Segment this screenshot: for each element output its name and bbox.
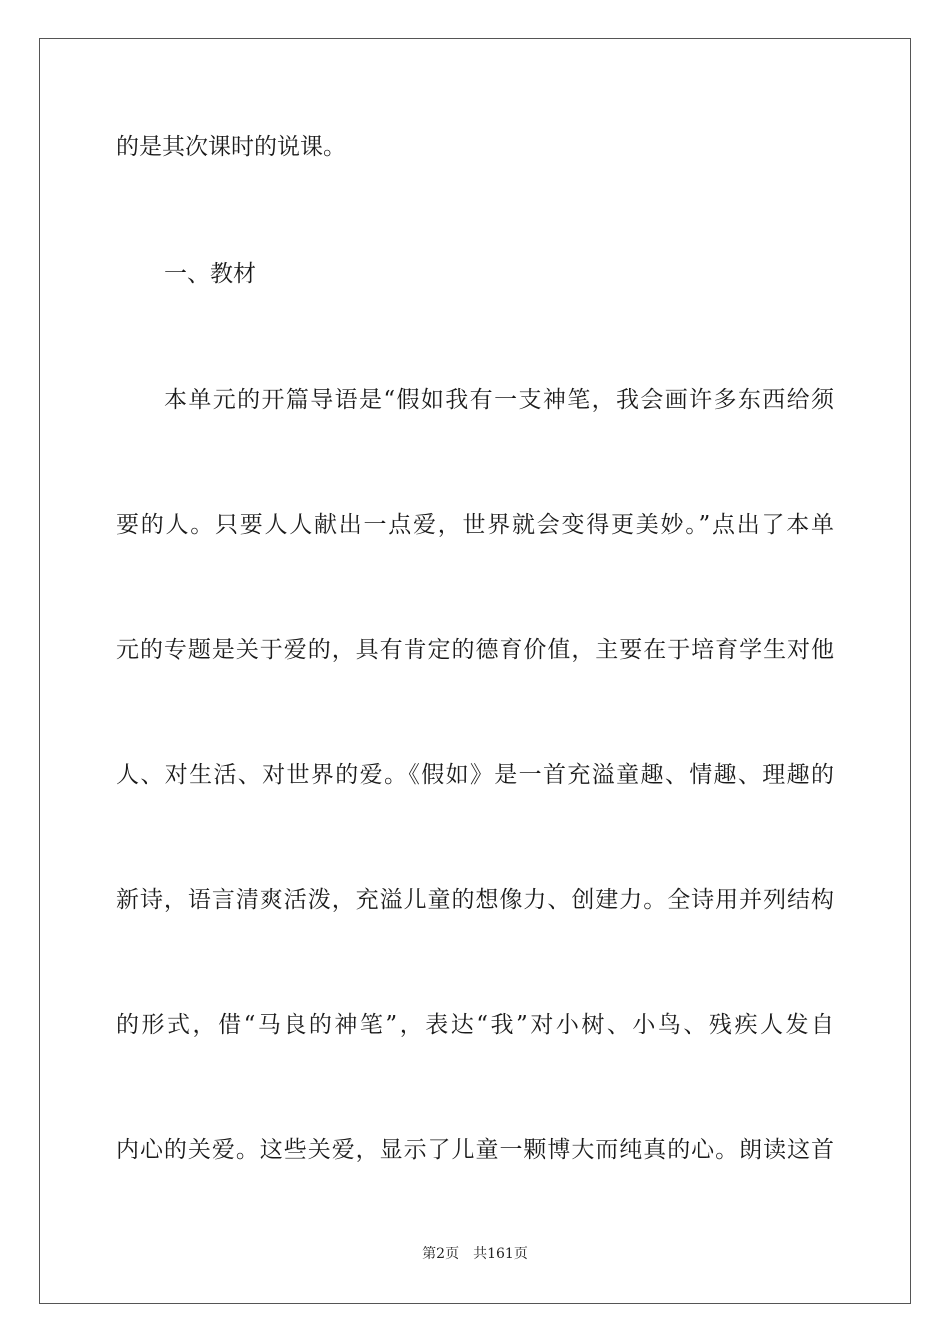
text-line-4: 要的人。只要人人献出一点爱，世界就会变得更美妙。”点出了本单: [116, 512, 834, 538]
text-line-3: 本单元的开篇导语是“假如我有一支神笔，我会画许多东西给须: [164, 387, 834, 413]
text-line-9: 内心的关爱。这些关爱，显示了儿童一颗博大而纯真的心。朗读这首: [116, 1137, 834, 1163]
page-number: 第2页: [422, 1246, 460, 1262]
page-total: 共161页: [473, 1246, 528, 1262]
text-line-1: 的是其次课时的说课。: [116, 134, 346, 160]
text-line-8: 的形式，借“马良的神笔”，表达“我”对小树、小鸟、残疾人发自: [116, 1012, 834, 1038]
page-border: [39, 38, 911, 1304]
text-line-6: 人、对生活、对世界的爱。《假如》是一首充溢童趣、情趣、理趣的: [116, 762, 834, 788]
page-footer: [0, 1244, 950, 1264]
section-heading: 一、教材: [164, 261, 256, 287]
text-line-7: 新诗，语言清爽活泼，充溢儿童的想像力、创建力。全诗用并列结构: [116, 887, 834, 913]
text-line-5: 元的专题是关于爱的，具有肯定的德育价值，主要在于培育学生对他: [116, 637, 834, 663]
